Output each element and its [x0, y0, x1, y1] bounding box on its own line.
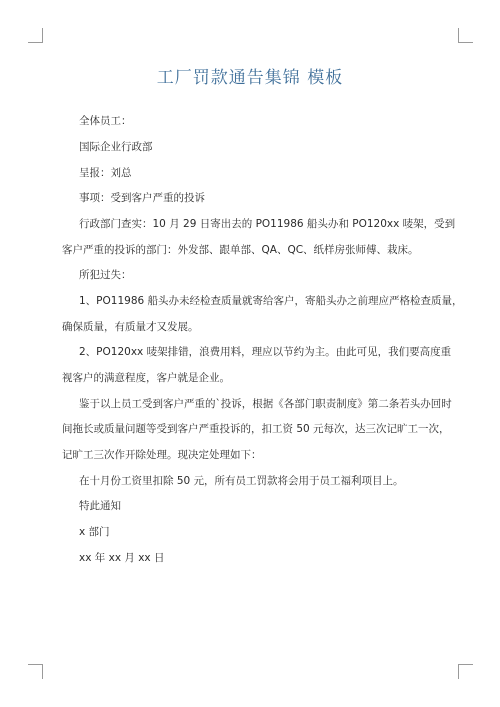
paragraph-line: 客户严重的投诉的部门：外发部、跟单部、QA、QC、纸样房张师傅、栽床。: [62, 244, 419, 256]
paragraph-line: 行政部门查实：10 月 29 日寄出去的 PO11986 船头办和 PO120xx 唛架，受到: [79, 218, 456, 230]
crop-mark-bottom-right: [458, 664, 473, 679]
paragraph-line: 确保质量，有质量才又发展。: [62, 321, 199, 333]
crop-mark-top-right: [458, 28, 473, 43]
report-to-line: 呈报：刘总: [79, 167, 132, 179]
crop-mark-top-left: [28, 28, 43, 43]
paragraph-line: 2、PO120xx 唛架排错，浪费用料，理应以节约为主。由此可见，我们要高度重: [79, 346, 452, 358]
salutation: 全体员工：: [79, 115, 132, 127]
subject-line: 事项：受到客户严重的投诉: [79, 192, 205, 204]
paragraph-line: 间拖长或质量问题等受到客户严重投诉的，扣工资 50 元每次，达三次记旷工一次，: [62, 423, 450, 435]
signature-date: xx 年 xx 月 xx 日: [79, 552, 165, 564]
paragraph-line: 记旷工三次作开除处理。现决定处理如下：: [62, 449, 262, 461]
signature-department: x 部门: [79, 526, 110, 538]
document-title: 工厂罚款通告集锦 模板: [156, 68, 344, 88]
faults-heading: 所犯过失：: [79, 269, 132, 281]
notice-closing: 特此通知: [79, 500, 121, 512]
paragraph-line: 鉴于以上员工受到客户严重的`投诉，根据《各部门职责制度》第二条若头办回时: [79, 398, 452, 410]
paragraph-line: 在十月份工资里扣除 50 元，所有员工罚款将会用于员工福利项目上。: [79, 475, 404, 487]
paragraph-line: 视客户的满意程度，客户就是企业。: [62, 372, 230, 384]
department-line: 国际企业行政部: [79, 141, 153, 153]
crop-mark-bottom-left: [28, 664, 43, 679]
paragraph-line: 1、PO11986 船头办未经检查质量就寄给客户，寄船头办之前理应严格检查质量，: [79, 295, 463, 307]
